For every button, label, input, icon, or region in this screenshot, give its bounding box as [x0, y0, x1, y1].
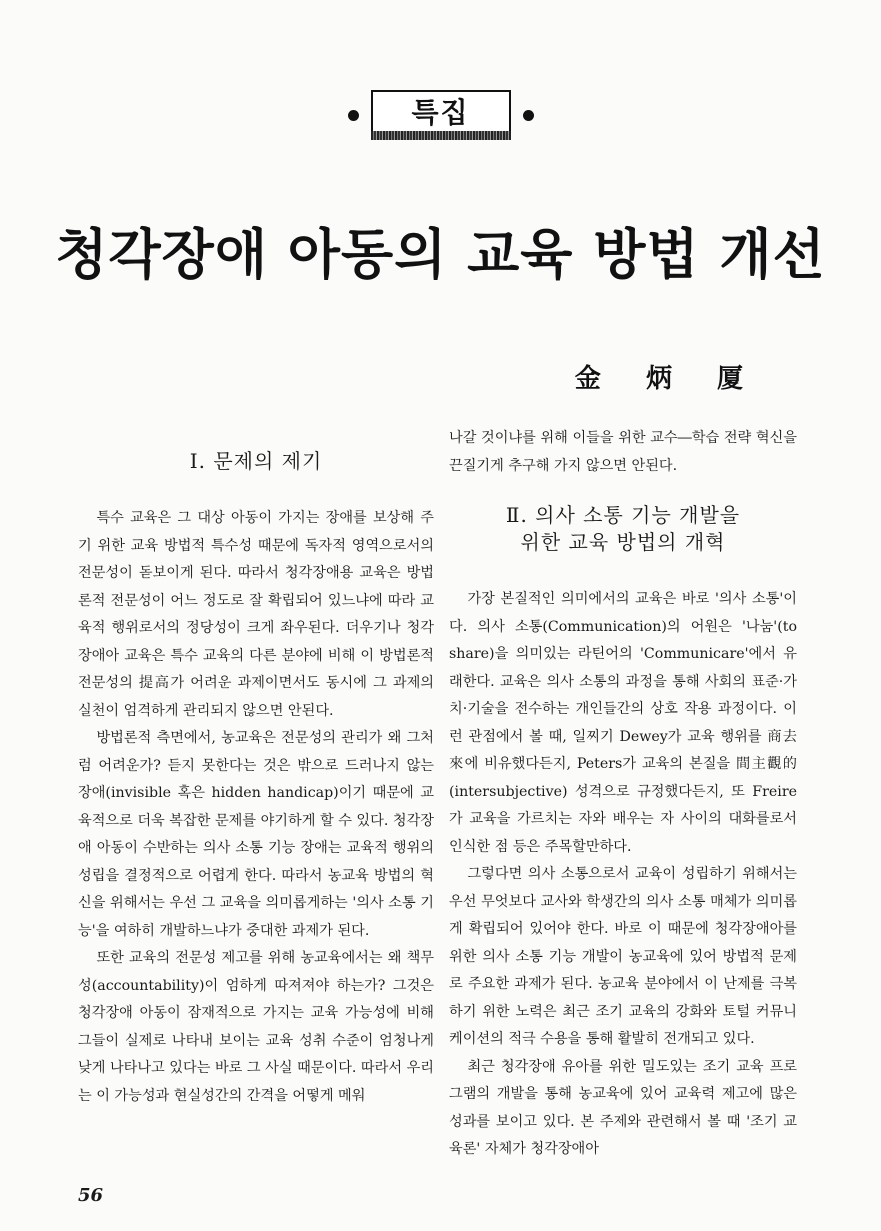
paragraph-continuation: 나갈 것이냐를 위해 이들을 위한 교수―학습 전략 혁신을 끈질기게 추구해 가지 않으면 안된다.: [449, 430, 797, 474]
bullet-dot-icon: [348, 110, 359, 121]
paragraph: 그렇다면 의사 소통으로서 교육이 성립하기 위해서는 우선 무엇보다 교사와 학생간의 의사 소통 매체가 의미롭게 확립되어 있어야 한다. 바로 이 때문에 청각장애아를 위한 의사 소통 기능 개발이 농교육에 있어 방법적 문제로 주요한 과제가 된다. 농교육 분야에서 이 난제를 극복하기 위한 노력은 최근 조기 교육의 강화와 토털 커뮤니케이션의 적극 수용을 통해 활발히 전개되고 있다.: [449, 866, 797, 1047]
article-title: 청각장애 아동의 교육 방법 개선: [55, 222, 826, 286]
section-heading-2: [449, 502, 797, 556]
section-heading-2-line2: 위한 교육 방법의 개혁: [520, 530, 726, 554]
paragraph: 가장 본질적인 의미에서의 교육은 바로 '의사 소통'이다. 의사 소통(Communication)의 어원은 '나눔'(to share)을 의미있는 라틴어의 'Communicare'에서 유래한다. 교육은 의사 소통의 과정을 통해 사회의 표준·가치·기술을 전수하는 개인들간의 상호 작용 과정이다. 이런 관점에서 볼 때, 일찌기 Dewey가 교육 행위를 商去來에 비유했다든지, Peters가 교육의 본질을 間主觀的(intersubjective) 성격으로 규정했다든지, 또 Freire가 교육을 가르치는 자와 배우는 자 사이의 대화를로서 인식한 점 등은 주목할만하다.: [449, 591, 797, 855]
right-column: [449, 425, 797, 1164]
feature-badge: [371, 90, 511, 140]
feature-badge-row: [0, 90, 881, 140]
left-column: [78, 425, 434, 1110]
section-heading-1: Ⅰ. 문제의 제기: [189, 449, 323, 473]
bullet-dot-icon: [523, 110, 534, 121]
paragraph: 특수 교육은 그 대상 아동이 가지는 장애를 보상해 주기 위한 교육 방법적 특수성 때문에 독자적 영역으로서의 전문성이 돋보이게 된다. 따라서 청각장애용 교육은 방법론적 전문성이 어느 정도로 잘 확립되어 있느냐에 따라 교육적 행위로서의 정당성이 크게 좌우된다. 더우기나 청각장애아 교육은 특수 교육의 다른 분야에 비해 이 방법론적 전문성의 提高가 어려운 과제이면서도 동시에 그 과제의 실천이 엄격하게 관리되지 않으면 안된다.: [78, 510, 434, 719]
section-heading-2-line1: Ⅱ. 의사 소통 기능 개발을: [505, 503, 741, 527]
feature-badge-label: 특집: [411, 96, 470, 129]
paragraph: 또한 교육의 전문성 제고를 위해 농교육에서는 왜 책무성(accountability)이 엄하게 따져져야 하는가? 그것은 청각장애 아동이 잠재적으로 가지는 교육 가능성에 비해 그들이 실제로 나타내 보이는 교육 성취 수준이 엄청나게 낮게 나타나고 있다는 바로 그 사실 때문이다. 따라서 우리는 이 가능성과 현실성간의 간격을 어떻게 메워: [78, 950, 434, 1104]
badge-texture-strip: [371, 131, 511, 140]
paragraph: 방법론적 측면에서, 농교육은 전문성의 관리가 왜 그처럼 어려운가? 듣지 못한다는 것은 밖으로 드러나지 않는 장애(invisible 혹은 hidden handicap)이기 때문에 교육적으로 더욱 복잡한 문제를 야기하게 할 수 있다. 청각장애 아동이 수반하는 의사 소통 기능 장애는 교육적 행위의 성립을 결정적으로 어렵게 한다. 따라서 농교육 방법의 혁신을 위해서는 우선 그 교육을 의미롭게하는 '의사 소통 기능'을 여하히 개발하느냐가 중대한 과제가 된다.: [78, 730, 434, 939]
author-name: 金 炳 厦: [574, 364, 761, 394]
page-number: 56: [78, 1185, 104, 1206]
paragraph: 최근 청각장애 유아를 위한 밀도있는 조기 교육 프로그램의 개발을 통해 농교육에 있어 교육력 제고에 많은 성과를 보이고 있다. 본 주제와 관련해서 볼 때 '조기 교육론' 자체가 청각장애아: [449, 1058, 797, 1157]
